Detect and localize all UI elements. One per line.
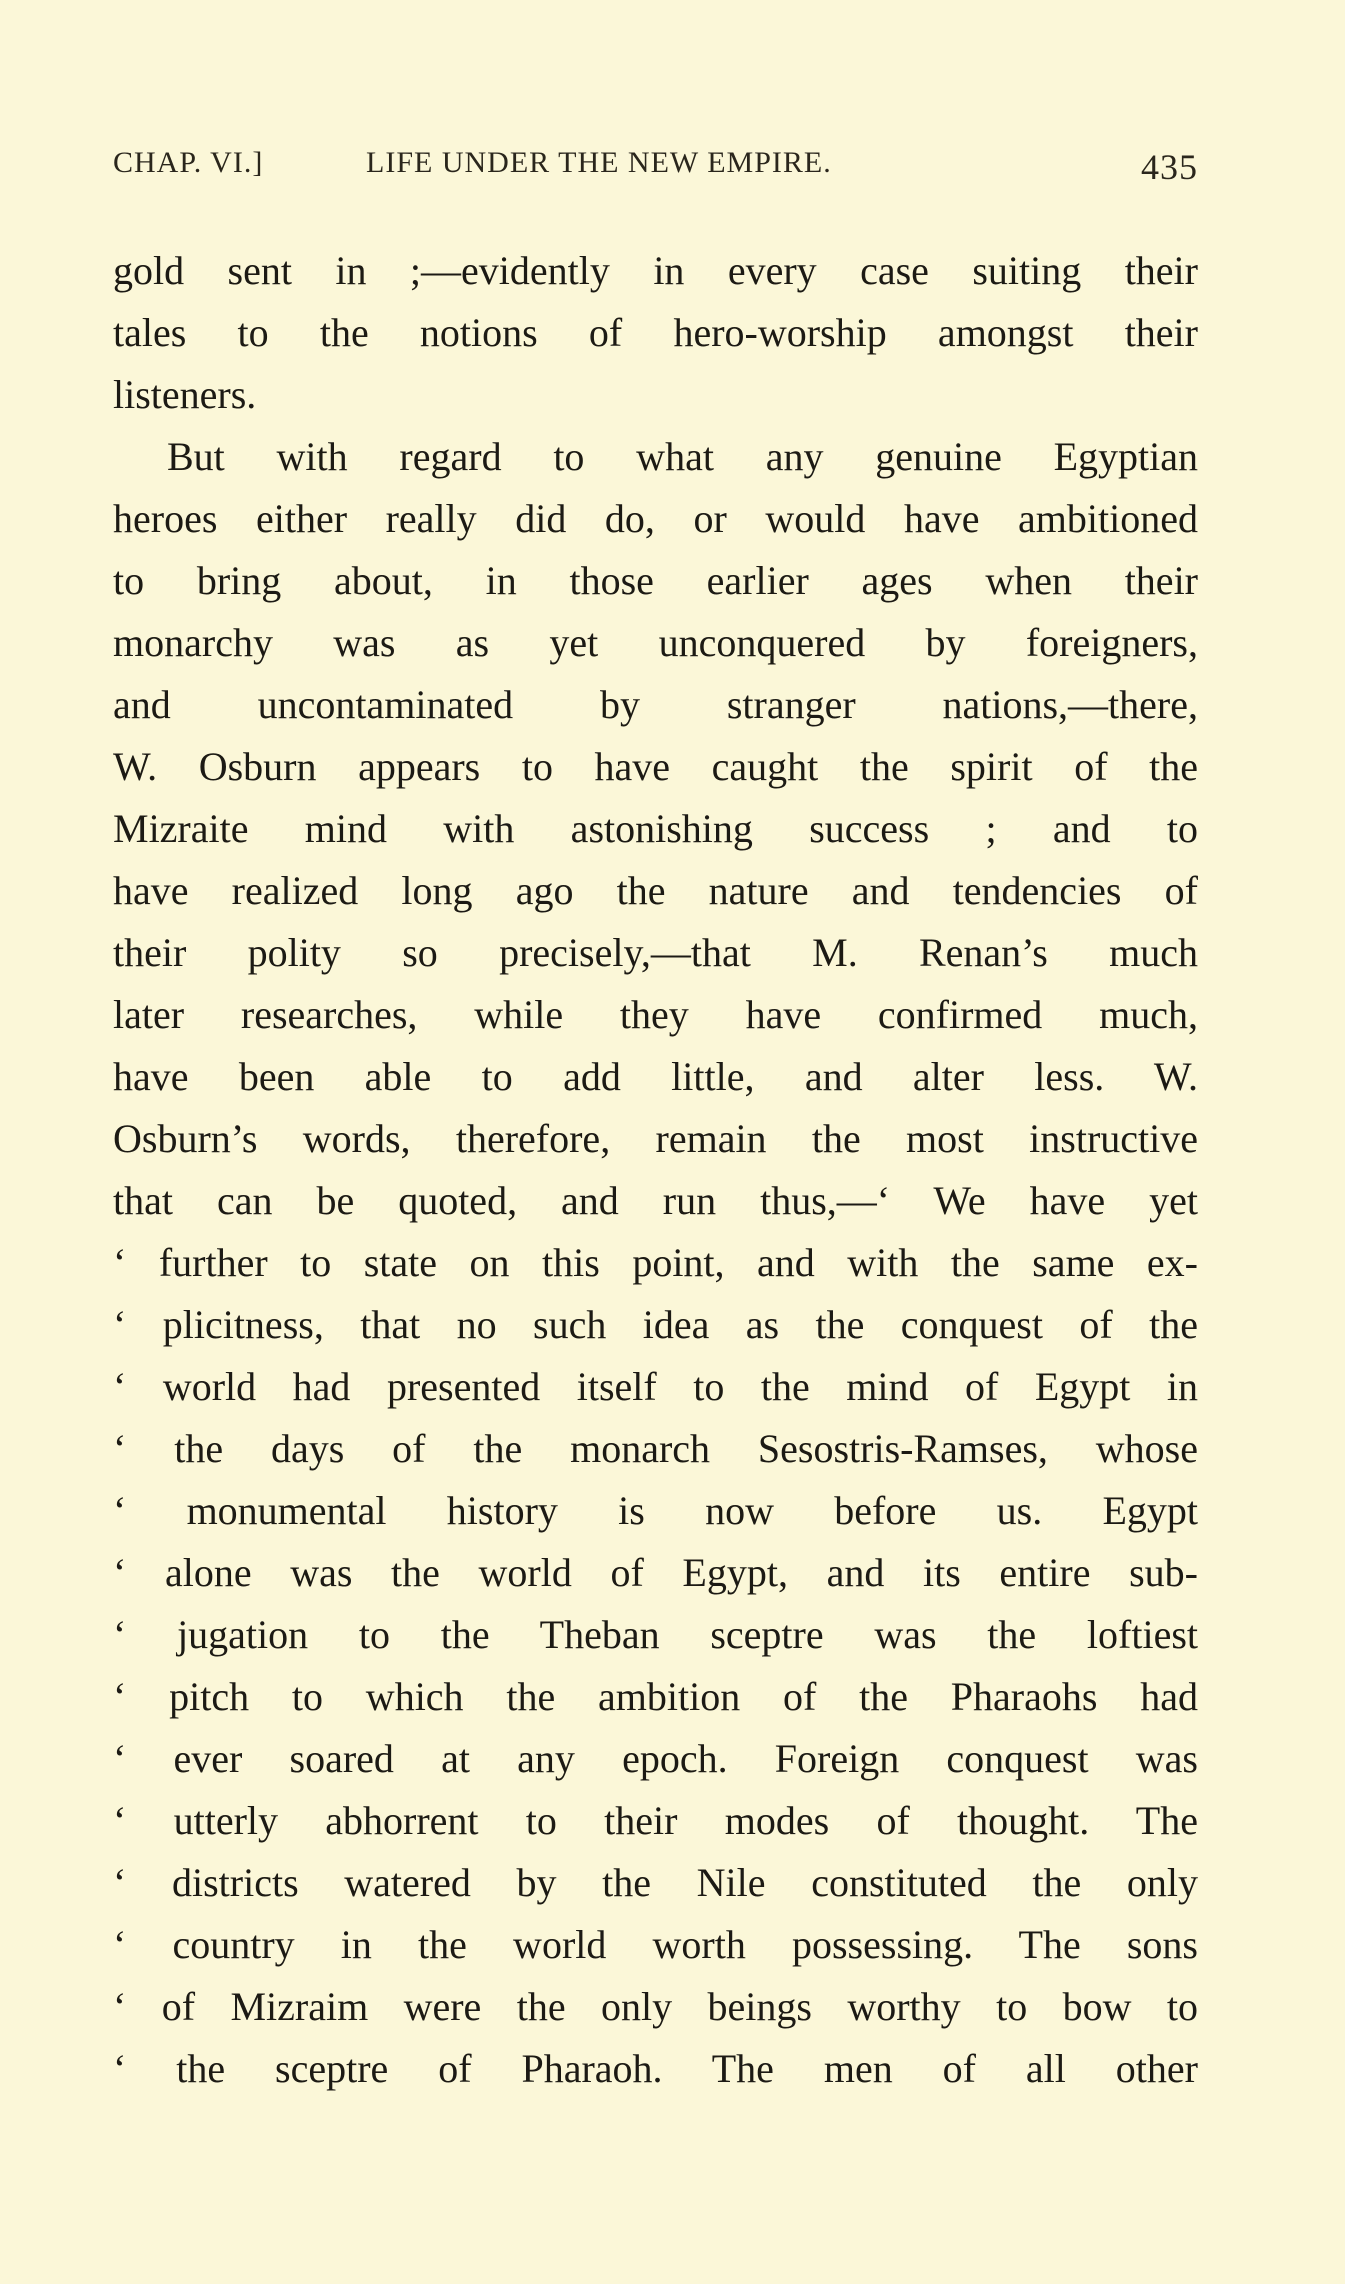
text-line: ‘ utterly abhorrent to their modes of thought. The (113, 1798, 1198, 1843)
text-line: ‘ ever soared at any epoch. Foreign conquest was (113, 1736, 1198, 1781)
text-line: later researches, while they have confirmed much, (113, 992, 1198, 1037)
text-line: ‘ the days of the monarch Sesostris-Ramses, whose (113, 1426, 1198, 1471)
page-number: 435 (1141, 147, 1198, 187)
text-line: ‘ plicitness, that no such idea as the conquest of the (113, 1302, 1198, 1347)
text-line: tales to the notions of hero-worship amongst their (113, 310, 1198, 355)
text-line: heroes either really did do, or would have ambitioned (113, 496, 1198, 541)
text-line: monarchy was as yet unconquered by foreigners, (113, 620, 1198, 665)
text-line: to bring about, in those earlier ages when their (113, 558, 1198, 603)
chapter-label: CHAP. VI.] (113, 146, 264, 179)
text-line: their polity so precisely,—that M. Renan’s much (113, 930, 1198, 975)
text-line: ‘ districts watered by the Nile constituted the only (113, 1860, 1198, 1905)
text-line: that can be quoted, and run thus,—‘ We have yet (113, 1178, 1198, 1223)
text-line: ‘ the sceptre of Pharaoh. The men of all other (113, 2046, 1198, 2091)
body-text (113, 240, 1198, 2100)
text-line: ‘ further to state on this point, and with the same ex- (113, 1240, 1198, 1285)
text-line: ‘ monumental history is now before us. Egypt (113, 1488, 1198, 1533)
text-line: listeners. (113, 372, 257, 417)
text-line: Osburn’s words, therefore, remain the most instructive (113, 1116, 1198, 1161)
text-line: ‘ alone was the world of Egypt, and its entire sub- (113, 1550, 1198, 1595)
text-line: have realized long ago the nature and tendencies of (113, 868, 1198, 913)
running-title: LIFE UNDER THE NEW EMPIRE. (366, 146, 832, 179)
text-line: and uncontaminated by stranger nations,—there, (113, 682, 1198, 727)
text-line: ‘ world had presented itself to the mind of Egypt in (113, 1364, 1198, 1409)
text-line: ‘ of Mizraim were the only beings worthy to bow to (113, 1984, 1198, 2029)
text-line: gold sent in ;—evidently in every case suiting their (113, 248, 1198, 293)
text-line: But with regard to what any genuine Egyptian (167, 434, 1198, 479)
text-line: W. Osburn appears to have caught the spirit of the (113, 744, 1198, 789)
running-header (113, 146, 1198, 194)
text-line: Mizraite mind with astonishing success ; and to (113, 806, 1198, 851)
text-line: ‘ country in the world worth possessing. The sons (113, 1922, 1198, 1967)
text-line: have been able to add little, and alter less. W. (113, 1054, 1198, 1099)
text-line: ‘ jugation to the Theban sceptre was the loftiest (113, 1612, 1198, 1657)
text-line: ‘ pitch to which the ambition of the Pharaohs had (113, 1674, 1198, 1719)
